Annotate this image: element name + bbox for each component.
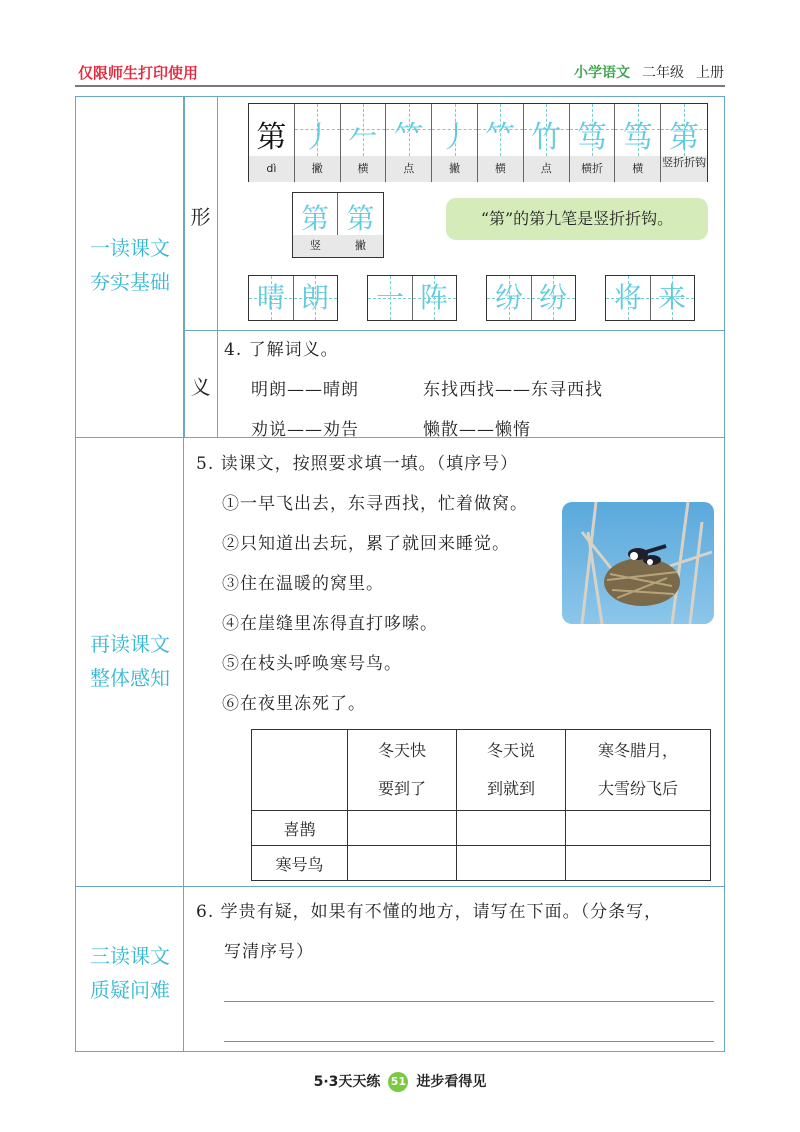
q5-title: 5. 读课文，按照要求填一填。（填序号）	[196, 454, 519, 474]
mini-char: 第	[346, 202, 375, 235]
print-notice: 仅限师生打印使用	[78, 64, 199, 82]
answer-cell[interactable]	[457, 811, 566, 846]
subject: 小学语文	[574, 65, 630, 81]
section-1-label: 一读课文 夯实基础	[90, 236, 170, 294]
stroke-step: 𥫗	[393, 120, 424, 155]
stroke-name: 撇	[432, 156, 478, 182]
table-row	[252, 811, 711, 846]
answer-line[interactable]	[224, 1041, 714, 1042]
grade: 二年级	[642, 65, 684, 81]
stroke-name: 撇	[295, 156, 341, 182]
mini-stroke-name: 撇	[338, 235, 383, 257]
table-header: 寒冬腊月， 大雪纷飞后	[566, 730, 711, 811]
table-corner	[252, 730, 348, 811]
answer-table	[251, 729, 711, 881]
mini-stroke-name: 竖	[293, 235, 338, 257]
answer-cell[interactable]	[348, 846, 457, 881]
volume: 上册	[696, 65, 724, 81]
page-number: 51	[388, 1072, 408, 1092]
row-divider-1	[76, 437, 724, 438]
footer	[0, 1071, 800, 1092]
q4-pair: 东找西找——东寻西找	[423, 380, 603, 400]
footer-brand: 5·3天天练	[313, 1074, 381, 1090]
stroke-name: 横	[341, 156, 387, 182]
xing-label: 形	[190, 205, 211, 229]
book-info	[574, 62, 724, 82]
q6-line2: 写清序号）	[224, 942, 314, 962]
table-header: 冬天快 要到了	[348, 730, 457, 811]
stroke-name: 横	[478, 156, 524, 182]
answer-cell[interactable]	[348, 811, 457, 846]
stroke-name: 横折	[570, 156, 616, 182]
q5-item: ④在崖缝里冻得直打哆嗦。	[222, 614, 438, 634]
pinyin: dì	[249, 156, 295, 182]
header-divider	[75, 85, 725, 87]
q5-item: ⑤在枝头呼唤寒号鸟。	[222, 654, 402, 674]
stroke-step: 笃	[622, 120, 653, 155]
table-row	[252, 846, 711, 881]
q5-item: ①一早飞出去，东寻西找，忙着做窝。	[222, 494, 528, 514]
section-3-label: 三读课文 质疑问难	[90, 944, 170, 1002]
word-box: 纷 纷	[486, 275, 576, 321]
col-divider-2	[217, 97, 218, 437]
row-label: 喜鹊	[252, 811, 348, 846]
mini-char: 第	[300, 202, 329, 235]
q4-pair: 懒散——懒惰	[423, 420, 531, 440]
magpie-nest-photo	[562, 502, 714, 624]
row-divider-2	[76, 886, 724, 887]
table-header: 冬天说 到就到	[457, 730, 566, 811]
word-box: 将 来	[605, 275, 695, 321]
stroke-step: 笃	[576, 120, 607, 155]
answer-line[interactable]	[224, 1001, 714, 1002]
stroke-step: 竹	[531, 120, 562, 155]
q5-item: ②只知道出去玩，累了就回来睡觉。	[222, 534, 510, 554]
q4-title: 4. 了解词义。	[224, 340, 339, 360]
q5-item: ⑥在夜里冻死了。	[222, 694, 366, 714]
stroke-name: 竖折折钩	[661, 156, 707, 182]
q6-line1: 6. 学贵有疑，如果有不懂的地方，请写在下面。（分条写，	[196, 902, 663, 922]
stroke-step: 𠂉	[347, 120, 378, 155]
stroke-note: “第”的第九笔是竖折折钩。	[446, 198, 708, 240]
stroke-name: 点	[524, 156, 570, 182]
worksheet-frame	[75, 96, 725, 1052]
row-label: 寒号鸟	[252, 846, 348, 881]
q5-item: ③住在温暖的窝里。	[222, 574, 384, 594]
word-box: 一 阵	[367, 275, 457, 321]
answer-cell[interactable]	[566, 846, 711, 881]
stroke-order-grid	[248, 103, 708, 182]
q4-pair: 劝说——劝告	[251, 420, 359, 440]
stroke-step: 丿	[302, 120, 333, 155]
stroke-name: 横	[615, 156, 661, 182]
stroke-step: 丿	[439, 120, 470, 155]
answer-cell[interactable]	[566, 811, 711, 846]
yi-label: 义	[190, 375, 211, 399]
stroke-step: 第	[669, 120, 700, 155]
stroke-main-char: 第	[256, 120, 287, 155]
answer-cell[interactable]	[457, 846, 566, 881]
stroke-name: 点	[386, 156, 432, 182]
word-box: 晴 朗	[248, 275, 338, 321]
stroke-step: 𥫗	[485, 120, 516, 155]
footer-slogan: 进步看得见	[416, 1074, 487, 1090]
q4-pair: 明朗——晴朗	[251, 380, 359, 400]
similar-stroke-grid	[292, 192, 384, 258]
section-2-label: 再读课文 整体感知	[90, 632, 170, 690]
row-divider-xing-yi	[183, 330, 724, 331]
